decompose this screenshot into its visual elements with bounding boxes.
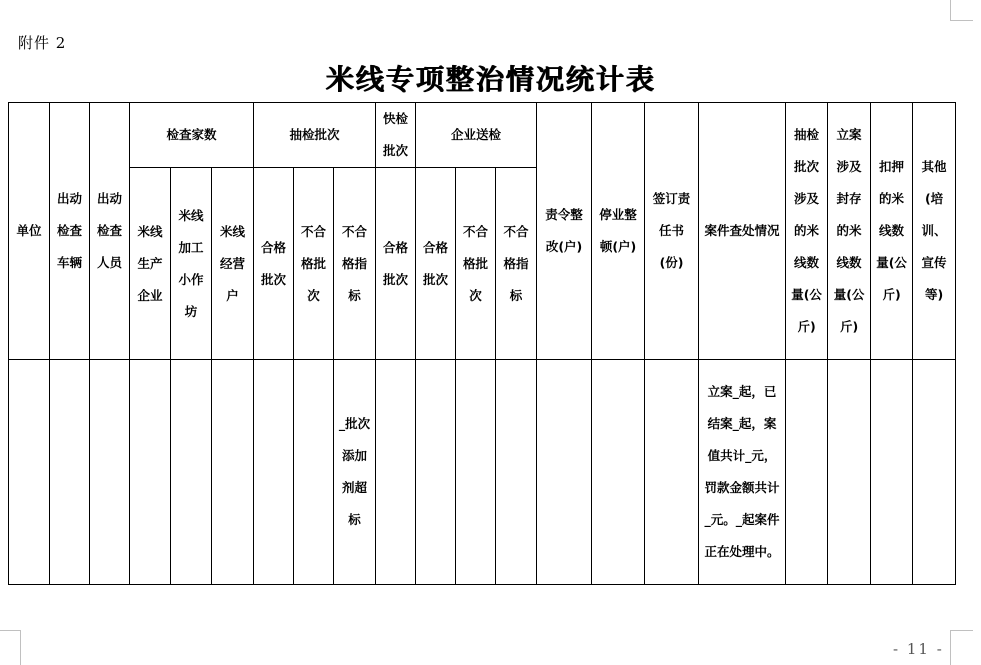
cell-enterprise-unqualified[interactable] [456, 360, 496, 585]
cell-enterprise-qualified[interactable] [416, 360, 456, 585]
cell-sampled-amount[interactable] [786, 360, 828, 585]
header-inspected-workshop: 米线加工小作坊 [171, 168, 212, 360]
header-sealed-amount: 立案涉及封存的米线数量(公斤) [828, 103, 871, 360]
header-sampled-amount: 抽检批次涉及的米线数量(公斤) [786, 103, 828, 360]
cell-inspected-retailer[interactable] [212, 360, 254, 585]
cell-inspected-producer[interactable] [130, 360, 171, 585]
header-commitment: 签订责任书(份) [645, 103, 699, 360]
header-quick-test-qualified: 合格批次 [376, 168, 416, 360]
cell-vehicles[interactable] [50, 360, 90, 585]
header-other: 其他(培训、宣传等) [913, 103, 956, 360]
cell-rectify[interactable] [537, 360, 592, 585]
page-corner-mark [950, 0, 973, 21]
page-title: 米线专项整治情况统计表 [325, 63, 656, 96]
header-seized-amount: 扣押的米线数量(公斤) [871, 103, 913, 360]
header-sampling-qualified: 合格批次 [254, 168, 294, 360]
cell-commitment[interactable] [645, 360, 699, 585]
cell-inspected-workshop[interactable] [171, 360, 212, 585]
header-quick-test: 快检批次 [376, 103, 416, 168]
header-vehicles: 出动检查车辆 [50, 103, 90, 360]
header-sampling-group: 抽检批次 [254, 103, 376, 168]
cell-sampling-indicator-note[interactable]: _批次添加剂超标 [334, 360, 376, 585]
cell-case-note[interactable]: 立案_起，已结案_起，案值共计_元，罚款金额共计_元。_起案件正在处理中。 [699, 360, 786, 585]
header-enterprise-indicator: 不合格指标 [496, 168, 537, 360]
header-enterprise-qualified: 合格批次 [416, 168, 456, 360]
cell-personnel[interactable] [90, 360, 130, 585]
cell-quick-test-qualified[interactable] [376, 360, 416, 585]
header-suspend: 停业整顿(户) [592, 103, 645, 360]
header-unit: 单位 [9, 103, 50, 360]
attachment-label: 附件 2 [18, 34, 67, 52]
header-row-top [9, 103, 956, 168]
header-inspected-group: 检查家数 [130, 103, 254, 168]
cell-enterprise-indicator[interactable] [496, 360, 537, 585]
header-rectify: 责令整改(户) [537, 103, 592, 360]
header-sampling-indicator: 不合格指标 [334, 168, 376, 360]
cell-unit[interactable] [9, 360, 50, 585]
header-inspected-producer: 米线生产企业 [130, 168, 171, 360]
header-enterprise-group: 企业送检 [416, 103, 537, 168]
statistics-table [8, 102, 956, 585]
cell-other[interactable] [913, 360, 956, 585]
data-row [9, 360, 956, 585]
header-sampling-unqualified: 不合格批次 [294, 168, 334, 360]
cell-suspend[interactable] [592, 360, 645, 585]
cell-seized-amount[interactable] [871, 360, 913, 585]
header-inspected-retailer: 米线经营户 [212, 168, 254, 360]
cell-sampling-qualified[interactable] [254, 360, 294, 585]
page-number: - 11 - [893, 640, 944, 658]
page-corner-mark [0, 630, 21, 665]
header-cases: 案件查处情况 [699, 103, 786, 360]
cell-sampling-unqualified[interactable] [294, 360, 334, 585]
page-corner-mark [950, 630, 973, 665]
cell-sealed-amount[interactable] [828, 360, 871, 585]
header-personnel: 出动检查人员 [90, 103, 130, 360]
header-enterprise-unqualified: 不合格批次 [456, 168, 496, 360]
